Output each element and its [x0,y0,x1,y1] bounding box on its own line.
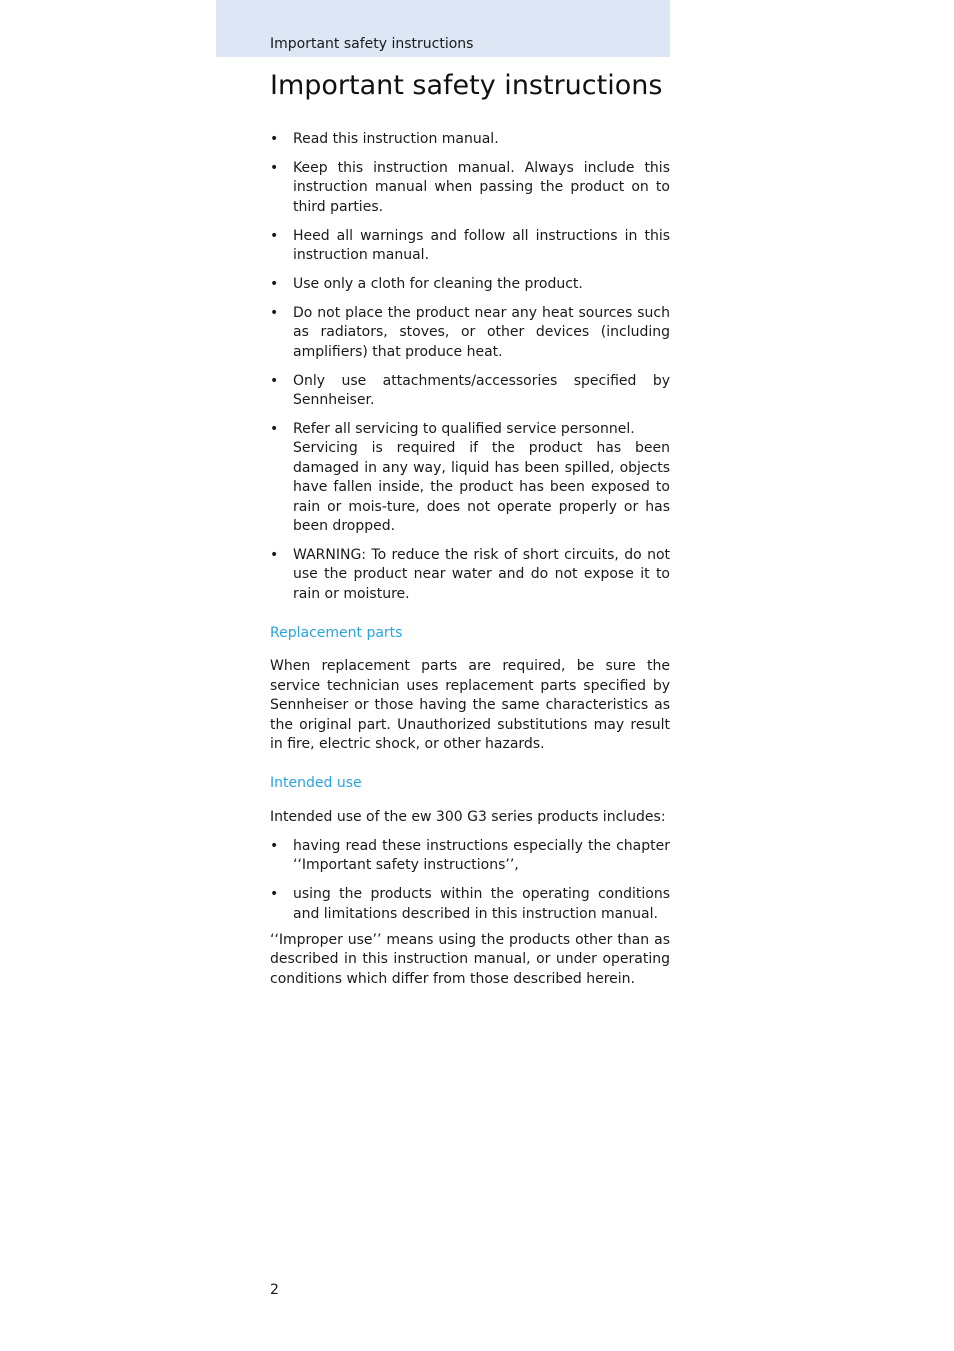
list-item-text: Do not place the product near any heat sources such as radiators, stoves, or other devices (including amplifiers) that produce heat. [293,304,670,360]
page-title: Important safety instructions [270,70,663,101]
list-item [270,227,670,266]
safety-instructions-list [270,130,670,604]
list-item [270,159,670,217]
bullet-marker: • [270,837,279,854]
list-item [270,420,670,536]
list-item-text: Refer all servicing to qualified service personnel. [293,420,635,437]
list-item-text: Keep this instruction manual. Always include this instruction manual when passing the product on to third parties. [293,159,670,215]
list-item [270,304,670,362]
section-heading-replacement-parts: Replacement parts [270,625,403,642]
list-item [270,837,670,876]
bullet-marker: • [270,131,279,147]
bullet-marker: • [270,420,279,437]
intended-use-list [270,837,670,924]
list-item-text: using the products within the operating conditions and limitations described in this instruction manual. [293,886,670,922]
bullet-marker: • [270,546,279,563]
bullet-marker: • [270,275,279,292]
list-item-text: having read these instructions especially the chapter ‘‘Important safety instructions’’, [293,837,670,874]
list-item-text: WARNING: To reduce the risk of short circuits, do not use the product near water and do not expose it to rain or moisture. [293,546,670,602]
list-item-text-continued: Servicing is required if the product has been damaged in any way, liquid has been spilled, objects have fallen inside, the product has been exposed to rain or mois-ture, does not operate properly or has been dropped. [293,440,670,534]
page-number: 2 [270,1282,279,1298]
improper-use-paragraph: ‘‘Improper use’’ means using the products other than as described in this instruction manual, or under operating conditions which differ from those described herein. [270,931,670,987]
bullet-marker: • [270,304,279,321]
page-content [270,130,670,989]
bullet-marker: • [270,372,279,389]
list-item-text: Read this instruction manual. [293,131,499,147]
list-item [270,546,670,604]
section-heading-intended-use: Intended use [270,775,362,792]
list-item-text: Only use attachments/accessories specified by Sennheiser. [293,372,670,408]
list-item [270,885,670,924]
bullet-marker: • [270,159,279,176]
bullet-marker: • [270,227,279,244]
list-item [270,372,670,411]
intended-use-intro: Intended use of the ew 300 G3 series products includes: [270,808,666,825]
list-item-text: Heed all warnings and follow all instructions in this instruction manual. [293,227,670,264]
list-item-text: Use only a cloth for cleaning the product. [293,275,583,292]
list-item [270,275,670,294]
bullet-marker: • [270,886,279,903]
running-header: Important safety instructions [270,36,474,52]
replacement-parts-paragraph: When replacement parts are required, be sure the service technician uses replacement parts specified by Sennheiser or those having the same characteristics as the original part. Unauthorized substitutions may result in fire, electric shock, or other hazards. [270,658,670,753]
list-item [270,130,670,149]
